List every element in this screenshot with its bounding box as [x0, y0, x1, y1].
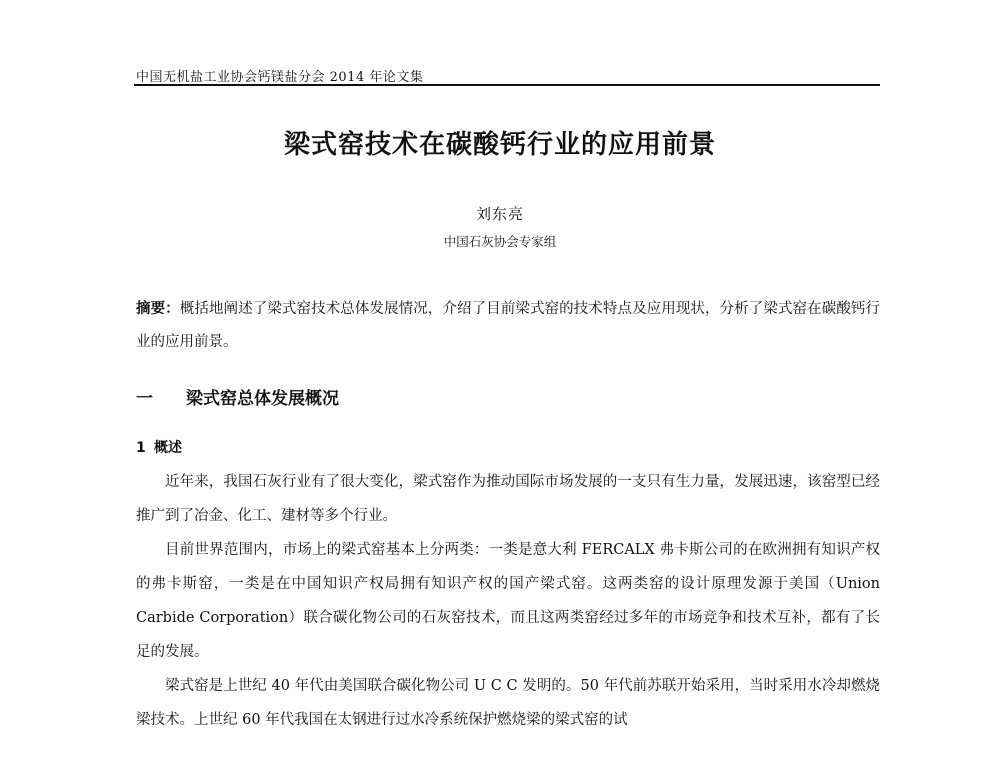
paragraph: 目前世界范围内，市场上的梁式窑基本上分两类：一类是意大利 FERCALX 弗卡斯公司的在欧洲拥有知识产权的弗卡斯窑，一类是在中国知识产权局拥有知识产权的国产梁式窑。这两类窑的设计原理发源于美国（Union Carbide Corporation）联合碳化物公司的石灰窑技术，而且这两类窑经过多年的市场竞争和技术互补，都有了长足的发展。 — [136, 542, 880, 660]
abstract-text: 概括地阐述了梁式窑技术总体发展情况，介绍了目前梁式窑的技术特点及应用现状，分析了梁式窑在碳酸钙行业的应用前景。 — [136, 301, 881, 350]
section-number: 一 — [136, 389, 153, 409]
author-affiliation: 中国石灰协会专家组 — [443, 234, 557, 249]
author-name: 刘东亮 — [475, 205, 524, 223]
section-title: 梁式窑总体发展概况 — [186, 389, 339, 409]
body-text — [136, 465, 880, 737]
subsection-title: 概述 — [154, 440, 182, 456]
abstract-label: 摘要： — [136, 301, 180, 317]
section-heading — [136, 384, 339, 409]
paper-title: 梁式窑技术在碳酸钙行业的应用前景 — [283, 130, 716, 160]
header-rule — [134, 84, 880, 86]
paragraph: 梁式窑是上世纪 40 年代由美国联合碳化物公司 U C C 发明的。50 年代前苏联开始采用，当时采用水冷却燃烧梁技术。上世纪 60 年代我国在太钢进行过水冷系统保护燃烧梁的梁式窑的试 — [136, 678, 880, 728]
subsection-number: 1 — [136, 440, 146, 456]
running-header: 中国无机盐工业协会钙镁盐分会 2014 年论文集 — [136, 70, 424, 85]
paragraph: 近年来，我国石灰行业有了很大变化，梁式窑作为推动国际市场发展的一支只有生力量，发展迅速，该窑型已经推广到了冶金、化工、建材等多个行业。 — [136, 474, 880, 524]
subsection-heading — [136, 437, 182, 457]
abstract — [136, 293, 880, 359]
